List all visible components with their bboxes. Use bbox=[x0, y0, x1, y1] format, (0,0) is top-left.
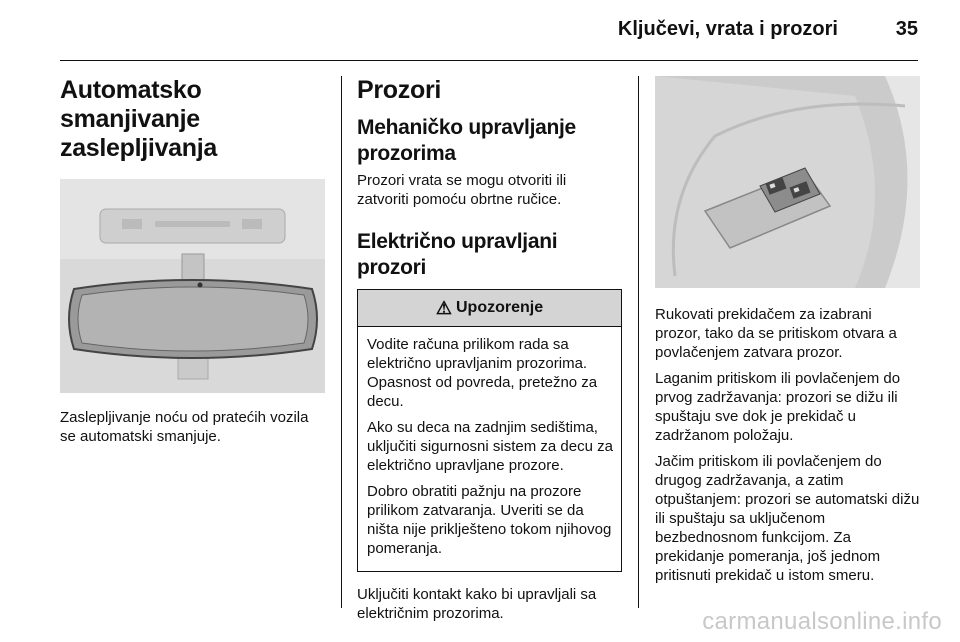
window-switch-icon bbox=[655, 76, 920, 288]
page-number: 35 bbox=[895, 18, 918, 40]
body-text: Jačim pritiskom ili povlačenjem do drugog zadržavanja, a zatim otpuštanjem: prozori se automatski dižu ili spuštaju sa uključenom bezbednosnom funkcijom. Za prekidanje pomeranja, još jednom pritisnuti prekidač u istom smeru. bbox=[655, 453, 920, 584]
section-heading: Automatsko smanjivanje zaslepljivanja bbox=[60, 76, 217, 162]
warning-paragraph: Vodite računa prilikom rada sa električno upravljanim prozorima. Opasnost od povreda, pretežno za decu. bbox=[367, 336, 598, 410]
rearview-mirror-icon bbox=[60, 179, 325, 393]
warning-box bbox=[357, 289, 622, 572]
warning-title: Upozorenje bbox=[456, 299, 544, 316]
warning-body bbox=[358, 327, 621, 571]
middle-column bbox=[357, 76, 622, 623]
warning-paragraph: Dobro obratiti pažnju na prozore prilikom zatvaranja. Uveriti se da ništa nije priklješteno tokom njihovog pomeranja. bbox=[367, 483, 612, 557]
mirror-caption: Zaslepljivanje noću od pratećih vozila se automatski smanjuje. bbox=[60, 409, 309, 445]
column-divider bbox=[341, 76, 342, 608]
subsection-heading: Mehaničko upravljanje prozorima bbox=[357, 116, 576, 165]
page-header bbox=[60, 0, 918, 61]
header-title: Ključevi, vrata i prozori bbox=[617, 18, 838, 40]
warning-paragraph: Ako su deca na zadnjim sedištima, uključiti sigurnosni sistem za decu za električno upravljane prozore. bbox=[367, 419, 613, 474]
window-switch-illustration bbox=[655, 76, 920, 288]
column-divider bbox=[638, 76, 639, 608]
body-text: Uključiti kontakt kako bi upravljali sa električnim prozorima. bbox=[357, 586, 597, 622]
subsection-heading: Električno upravljani prozori bbox=[357, 230, 558, 279]
body-text: Prozori vrata se mogu otvoriti ili zatvoriti pomoću obrtne ručice. bbox=[357, 172, 567, 208]
left-column bbox=[60, 76, 325, 446]
body-text: Laganim pritiskom ili povlačenjem do prvog zadržavanja: prozori se dižu ili spuštaju sve dok je prekidač u zadržanom položaju. bbox=[655, 370, 901, 444]
mirror-illustration bbox=[60, 179, 325, 393]
watermark: carmanualsonline.info bbox=[702, 608, 942, 635]
body-text: Rukovati prekidačem za izabrani prozor, tako da se pritiskom otvara a povlačenjem zatvara prozor. bbox=[655, 306, 897, 361]
section-heading: Prozori bbox=[357, 76, 442, 104]
warning-triangle-icon: ⚠ bbox=[435, 297, 452, 318]
right-column bbox=[655, 76, 920, 585]
warning-header bbox=[358, 290, 621, 327]
